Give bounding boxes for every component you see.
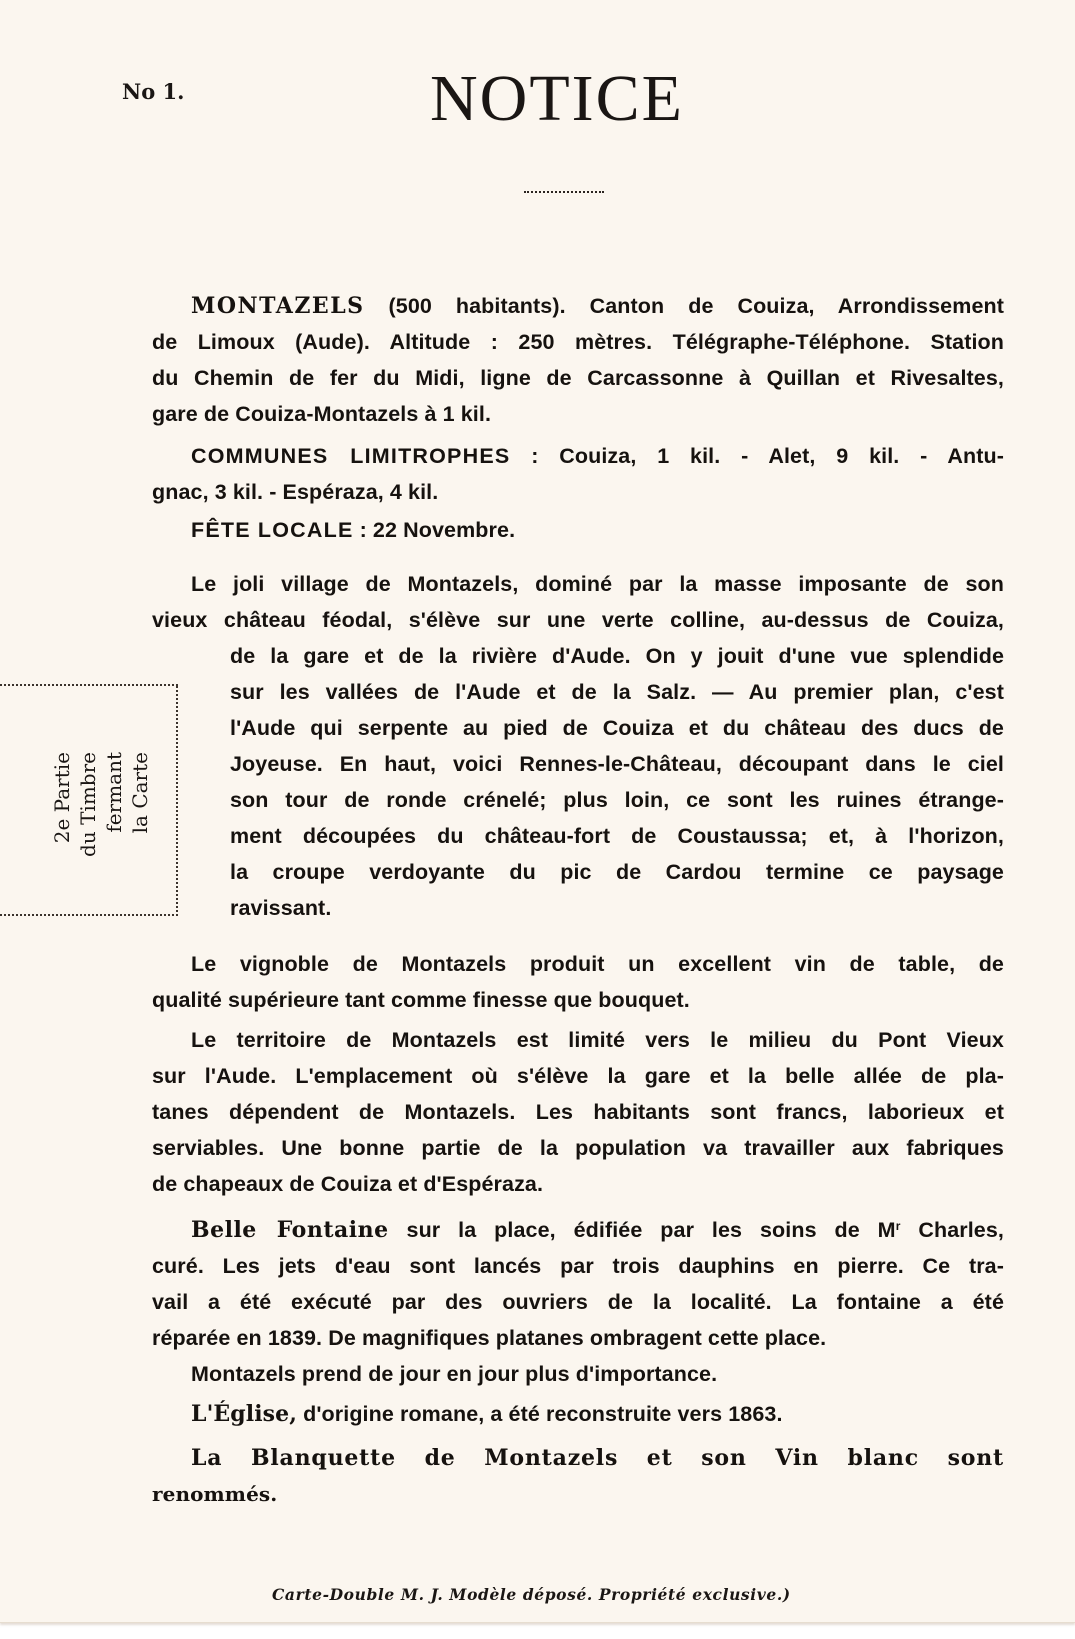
stamp-box-bottom-border xyxy=(0,914,178,916)
village-line: son tour de ronde crénelé; plus loin, ce sont les ruines étrange- xyxy=(230,788,1004,812)
village-line: ravissant. xyxy=(230,896,332,920)
communes-line-1: : Couiza, 1 kil. - Alet, 9 kil. - Antu- xyxy=(531,444,1004,468)
territoire-line: de chapeaux de Couiza et d'Espéraza. xyxy=(152,1172,544,1196)
stamp-box-top-border xyxy=(0,684,178,686)
footer-copyright: Carte-Double M. J. Modèle déposé. Propriété exclusive.) xyxy=(272,1585,791,1604)
vignoble-paragraph xyxy=(152,946,1004,1018)
communes-line-2: gnac, 3 kil. - Espéraza, 4 kil. xyxy=(152,480,439,504)
intro-line-1: (500 habitants). Canton de Couiza, Arrondissement xyxy=(388,294,1005,318)
importance-line: Montazels prend de jour en jour plus d'importance. xyxy=(191,1362,718,1386)
fete-label: FÊTE LOCALE xyxy=(191,518,354,542)
village-line: vieux château féodal, s'élève sur une verte colline, au-dessus de Couiza, xyxy=(152,608,1004,632)
blanquette-line: renommés. xyxy=(152,1482,278,1506)
fontaine-line: vail a été exécuté par des ouvriers de la localité. La fontaine a été xyxy=(152,1290,1004,1314)
village-line: sur les vallées de l'Aude et de la Salz. — Au premier plan, c'est xyxy=(230,680,1004,704)
intro-line-4: gare de Couiza-Montazels à 1 kil. xyxy=(152,402,492,426)
fontaine-line-1-end: Charles, xyxy=(900,1218,1004,1242)
fontaine-paragraph xyxy=(152,1208,1004,1356)
fete-paragraph xyxy=(152,512,1004,548)
stamp-line: la Carte xyxy=(128,752,152,834)
fontaine-sup: r xyxy=(895,1219,901,1233)
eglise-paragraph xyxy=(152,1396,1004,1432)
village-paragraph-narrow xyxy=(230,638,1004,926)
communes-label: COMMUNES LIMITROPHES xyxy=(191,444,511,468)
eglise-label: L'Église, xyxy=(191,1401,298,1427)
blanquette-line: La Blanquette de Montazels et son Vin blanc sont xyxy=(191,1445,1004,1471)
stamp-line: du Timbre xyxy=(76,752,100,857)
territoire-line: tanes dépendent de Montazels. Les habitants sont francs, laborieux et xyxy=(152,1100,1004,1124)
vignoble-line: Le vignoble de Montazels produit un excellent vin de table, de xyxy=(191,952,1004,976)
stamp-line: 2e Partie xyxy=(50,752,74,844)
page-title: NOTICE xyxy=(430,62,684,135)
fontaine-label: Belle Fontaine xyxy=(191,1217,389,1243)
village-line: Joyeuse. En haut, voici Rennes-le-Château, découpant dans le ciel xyxy=(230,752,1004,776)
place-name: MONTAZELS xyxy=(191,293,365,319)
card-number: No 1. xyxy=(122,79,185,104)
village-line: de la gare et de la rivière d'Aude. On y jouit d'une vue splendide xyxy=(230,644,1004,668)
title-dotted-divider xyxy=(524,191,604,195)
communes-paragraph xyxy=(152,438,1004,510)
vignoble-line: qualité supérieure tant comme finesse que bouquet. xyxy=(152,988,690,1012)
village-line: ment découpées du château-fort de Coustaussa; et, à l'horizon, xyxy=(230,824,1004,848)
fontaine-line: réparée en 1839. De magnifiques platanes ombragent cette place. xyxy=(152,1326,827,1350)
territoire-line: Le territoire de Montazels est limité vers le milieu du Pont Vieux xyxy=(191,1028,1004,1052)
importance-paragraph xyxy=(152,1356,1004,1392)
fete-value: : 22 Novembre. xyxy=(359,518,516,542)
territoire-paragraph xyxy=(152,1022,1004,1202)
village-paragraph xyxy=(152,566,1004,638)
stamp-line: fermant xyxy=(102,752,126,833)
blanquette-paragraph xyxy=(152,1440,1004,1512)
village-line: l'Aude qui serpente au pied de Couiza et du château des ducs de xyxy=(230,716,1004,740)
fontaine-line-1: sur la place, édifiée par les soins de M xyxy=(406,1218,896,1242)
intro-line-2: de Limoux (Aude). Altitude : 250 mètres. Télégraphe-Téléphone. Station xyxy=(152,330,1004,354)
village-line: la croupe verdoyante du pic de Cardou termine ce paysage xyxy=(230,860,1004,884)
village-line: Le joli village de Montazels, dominé par la masse imposante de son xyxy=(191,572,1004,596)
intro-paragraph xyxy=(152,288,1004,432)
intro-line-3: du Chemin de fer du Midi, ligne de Carcassonne à Quillan et Rivesaltes, xyxy=(152,366,1004,390)
stamp-box-right-border xyxy=(176,686,178,916)
stamp-box xyxy=(43,715,159,905)
eglise-rest: d'origine romane, a été reconstruite vers 1863. xyxy=(303,1402,783,1426)
fontaine-line: curé. Les jets d'eau sont lancés par trois dauphins en pierre. Ce tra- xyxy=(152,1254,1004,1278)
territoire-line: serviables. Une bonne partie de la population va travailler aux fabriques xyxy=(152,1136,1004,1160)
territoire-line: sur l'Aude. L'emplacement où s'élève la gare et la belle allée de pla- xyxy=(152,1064,1004,1088)
